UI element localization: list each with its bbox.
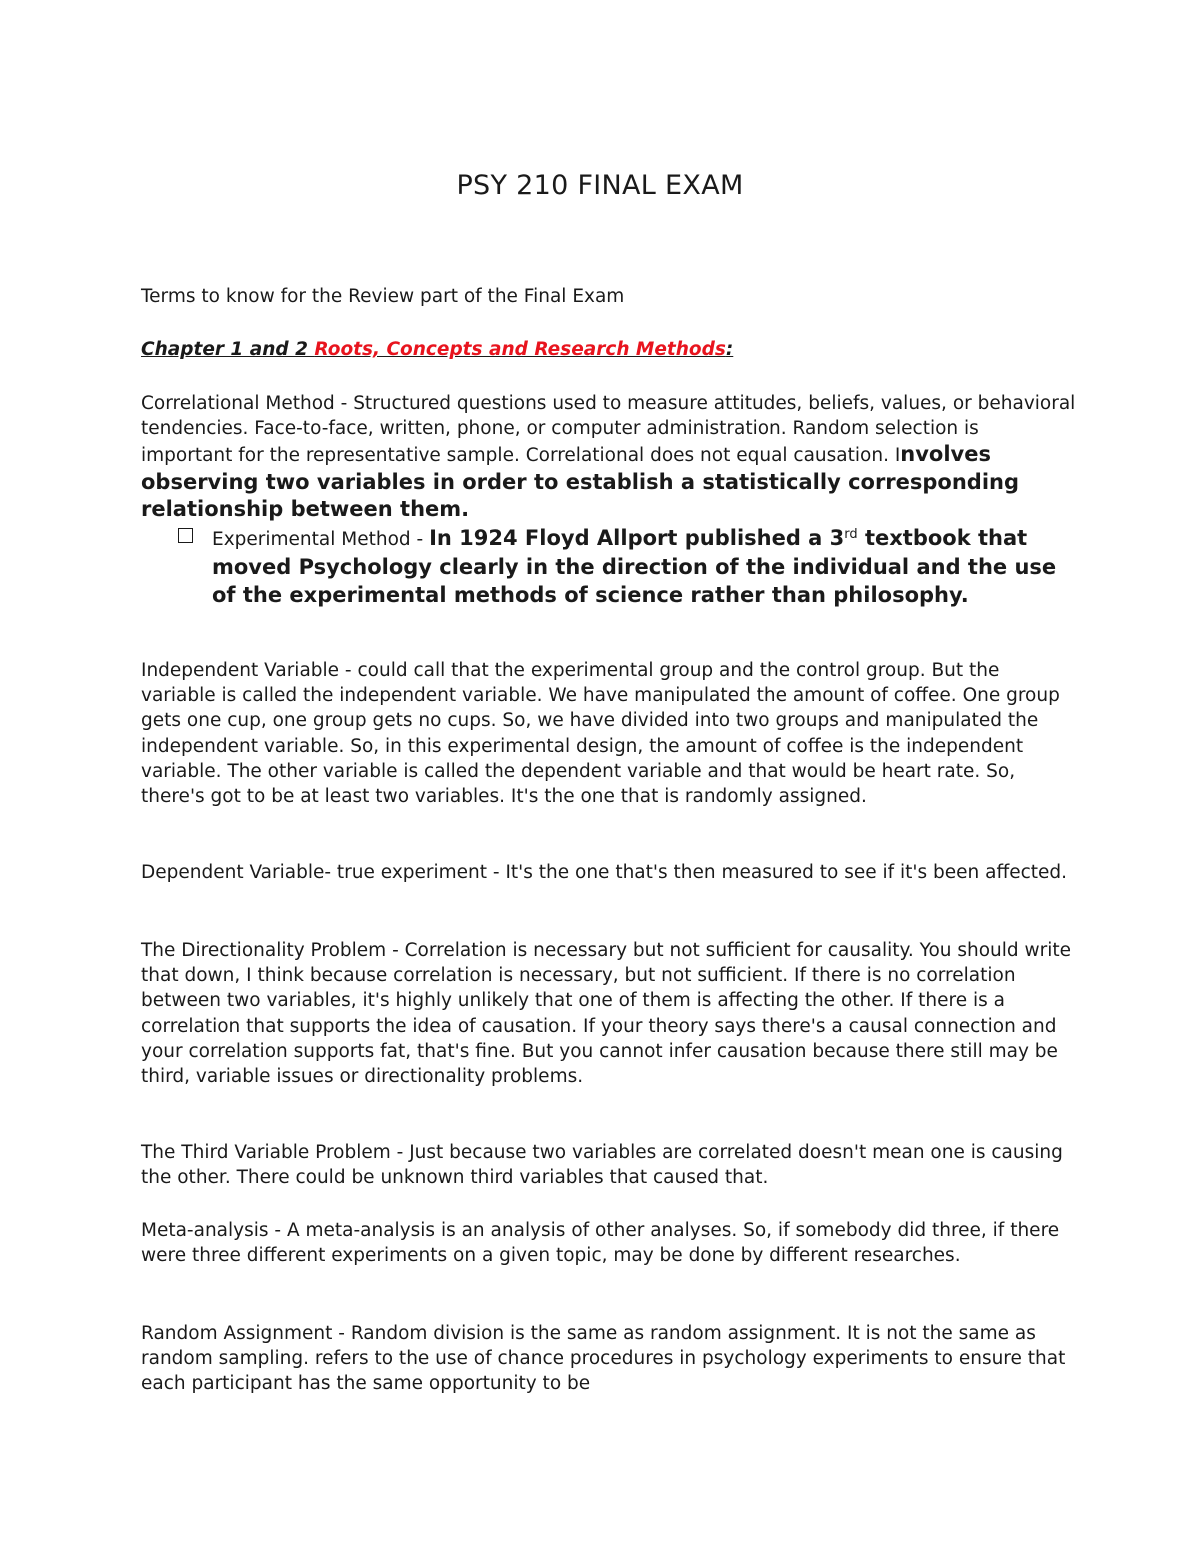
correlational-method-text: Correlational Method - Structured questions used to measure attitudes, beliefs, values, or behavioral tendencies. Face-to-face, written, phone, or computer administration. Random selection is important for the representative sample. Correlational does not equal causation. I [141,393,1076,467]
independent-variable-paragraph: Independent Variable - could call that the experimental group and the control group. But the variable is called the independent variable. We have manipulated the amount of coffee. One group gets one cup, one group gets no cups. So, we have divided into two groups and manipulated the independent variable. So, in this experimental design, the amount of coffee is the independent variable. The other variable is called the dependent variable and that would be heart rate. So, there's got to be at least two variables. It's the one that is randomly assigned. [141,660,1060,808]
random-assignment-paragraph: Random Assignment - Random division is the same as random assignment. It is not the same as random sampling. refers to the use of chance procedures in psychology experiments to ensure that each participant has the same opportunity to be [141,1323,1066,1395]
experimental-method-bold-end: textbook that moved Psychology clearly in the direction of the individual and the use of the experimental methods of science rather than philosophy. [212,526,1057,608]
chapter-heading-highlight: Roots, Concepts and Research Methods [314,339,726,360]
experimental-method-paragraph [212,521,1082,611]
third-variable-problem-paragraph: The Third Variable Problem - Just because two variables are correlated doesn't mean one is causing the other. There could be unknown third variables that caused that. [141,1142,1063,1189]
page-title: PSY 210 FINAL EXAM [456,170,744,201]
directionality-problem-paragraph: The Directionality Problem - Correlation is necessary but not sufficient for causality. You should write that down, I think because correlation is necessary, but not sufficient. If there is no correlation between two variables, it's highly unlikely that one of them is affecting the other. If there is a correlation that supports the idea of causation. If your theory says there's a causal connection and your correlation supports fat, that's fine. But you cannot infer causation because there still may be third, variable issues or directionality problems. [141,940,1072,1088]
chapter-heading [141,337,1076,362]
meta-analysis-paragraph: Meta-analysis - A meta-analysis is an analysis of other analyses. So, if somebody did three, if there were three different experiments on a given topic, may be done by different researches. [141,1220,1060,1267]
correlational-method-bold-text: nvolves observing two variables in order to establish a statistically corresponding relationship between them. [141,442,1020,521]
checkbox-bullet-icon [178,528,193,543]
subtitle: Terms to know for the Review part of the Final Exam [141,286,625,307]
experimental-method-bold-start: In 1924 Floyd Allport published a 3 [429,526,845,551]
experimental-method-label: Experimental Method - [212,529,430,551]
correlational-method-paragraph [141,391,1076,523]
experimental-method-superscript: rd [844,527,858,542]
chapter-heading-suffix: : [725,339,734,360]
chapter-heading-prefix: Chapter 1 and 2 [141,339,315,360]
dependent-variable-paragraph: Dependent Variable- true experiment - It's the one that's then measured to see if it's been affected. [141,862,1068,883]
